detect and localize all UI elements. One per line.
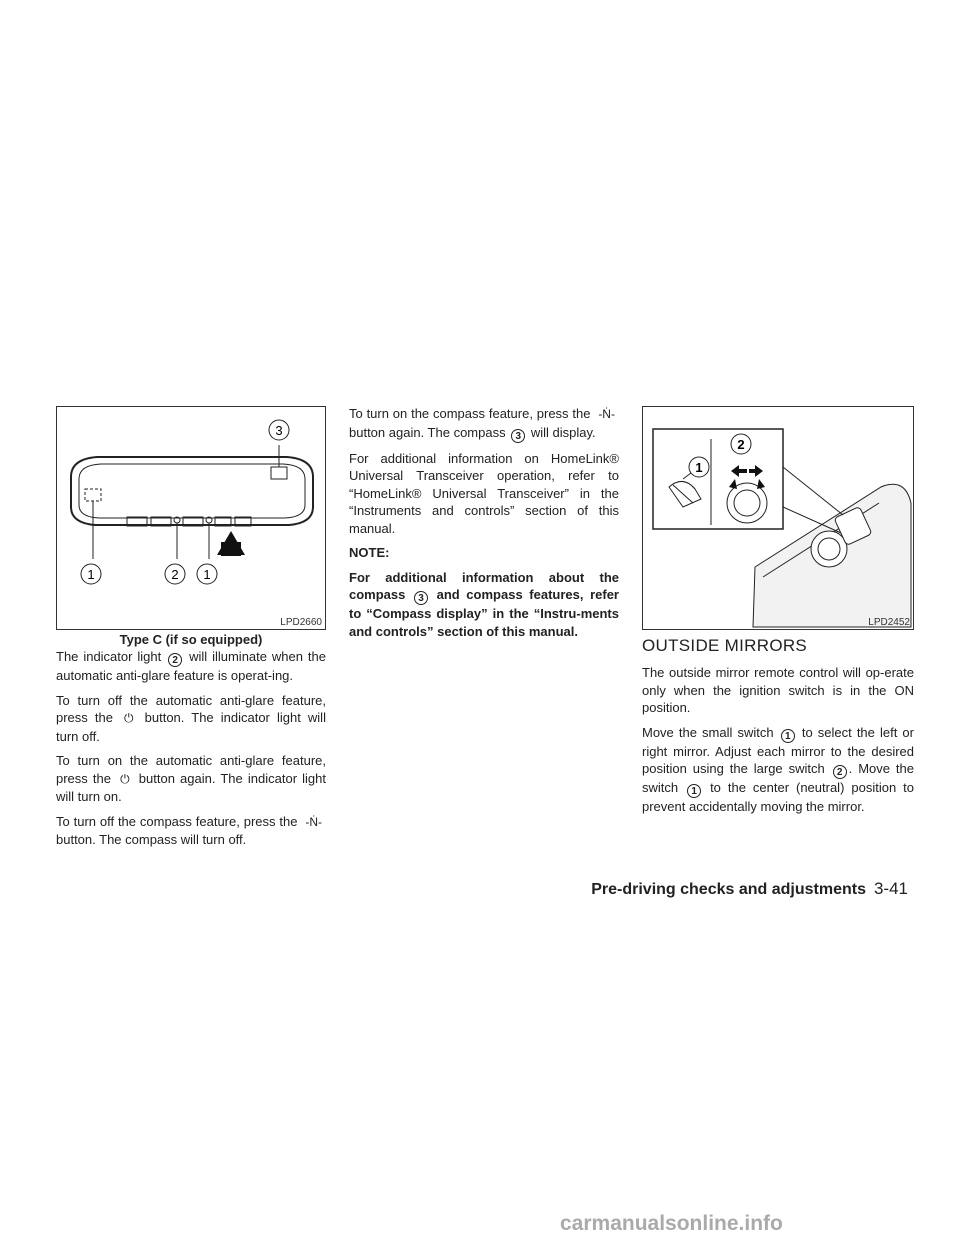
text: to the center (neutral) position to prevent accidentally moving the mirror. [642, 780, 914, 814]
text: will illuminate when the automatic anti-glare feature is operat-ing. [56, 649, 326, 683]
power-button-icon: ⏻ [124, 711, 134, 725]
note-heading: NOTE: [349, 545, 390, 560]
text: button again. The indicator light will turn on. [56, 770, 326, 804]
watermark-logo: carmanualsonline.info [560, 1212, 783, 1235]
text: will display. [530, 424, 596, 440]
text: button again. The compass [349, 424, 506, 440]
paragraph [56, 692, 326, 746]
mirror-illustration [57, 407, 327, 631]
paragraph [56, 813, 326, 849]
callout-1b: 1 [203, 567, 211, 582]
paragraph: The outside mirror remote control will op-erate only when the ignition switch is in the ON position. [642, 665, 914, 715]
page-footer [591, 879, 908, 899]
power-button-icon: ⏻ [120, 771, 130, 786]
text: For additional information about the compass [349, 569, 619, 602]
switch-illustration [643, 407, 915, 631]
text: To turn off the compass feature, press the [56, 813, 298, 829]
callout-number: 1 [687, 784, 701, 798]
compass-button-icon: -Ṅ- [305, 814, 322, 829]
figure-code: LPD2660 [280, 617, 322, 628]
middle-column [349, 405, 619, 647]
callout-number: 2 [833, 765, 847, 779]
paragraph [56, 752, 326, 806]
text: To turn on the compass feature, press the [349, 406, 591, 421]
figure-code: LPD2452 [868, 617, 910, 628]
callout-number: 3 [414, 591, 428, 605]
text: button. The compass will turn off. [56, 832, 247, 847]
paragraph [56, 648, 326, 685]
figure-mirror [56, 406, 326, 630]
callout-number: 2 [168, 653, 182, 667]
callout-1: 1 [695, 460, 703, 475]
text: . Move the switch [642, 761, 914, 795]
text: and compass features, refer to “Compass display” in the “Instru-ments and controls” section of this manual. [349, 587, 619, 639]
figure-mirror-switch [642, 406, 914, 630]
paragraph [642, 724, 914, 816]
compass-button-icon: -Ṅ- [598, 407, 615, 421]
right-column [642, 664, 914, 823]
paragraph [349, 405, 619, 443]
figure-caption: Type C (if so equipped) [119, 632, 263, 647]
section-heading: OUTSIDE MIRRORS [642, 636, 808, 655]
callout-1a: 1 [87, 567, 95, 582]
section-name: Pre-driving checks and adjustments [591, 881, 866, 898]
text: The indicator light [56, 649, 162, 664]
callout-number: 3 [511, 429, 525, 443]
note-body [349, 569, 619, 641]
page-number: 3-41 [873, 879, 908, 898]
text: button. The indicator light will turn off. [56, 710, 326, 744]
callout-2: 2 [737, 437, 745, 452]
callout-2: 2 [171, 567, 179, 582]
left-column [56, 648, 326, 856]
callout-number: 1 [781, 729, 795, 743]
callout-3: 3 [275, 423, 283, 438]
text: To turn on the automatic anti-glare feature, press the [56, 753, 326, 786]
text: Move the small switch [642, 724, 774, 740]
text: To turn off the automatic anti-glare feature, press the [56, 692, 326, 725]
text: to select the left or right mirror. Adjust each mirror to the desired position using the large switch [642, 724, 914, 776]
paragraph: For additional information on HomeLink® Universal Transceiver operation, refer to “HomeLink® Universal Transceiver” in the “Instruments and controls” section of this manual. [349, 450, 619, 536]
